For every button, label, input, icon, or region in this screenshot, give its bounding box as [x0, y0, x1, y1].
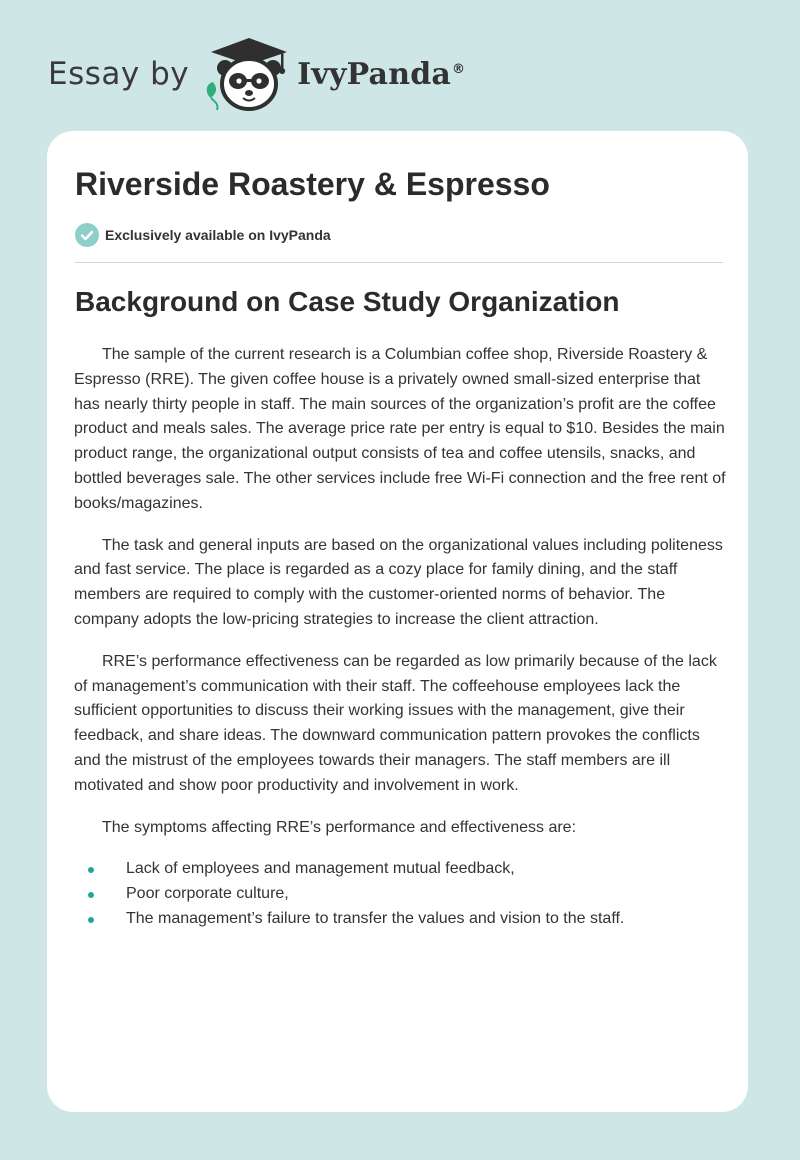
list-item — [74, 857, 726, 882]
bullet-dot-icon — [88, 867, 94, 873]
list-item-text: Poor corporate culture, — [126, 885, 289, 903]
paragraph-2: The task and general inputs are based on the organizational values including politeness and fast service. The place is regarded as a cozy place for family dining, and the staff members are required to comply with the customer-oriented norms of behavior. The company adopts the low-pricing strategies to increase the client attraction. — [74, 536, 723, 628]
exclusive-badge — [75, 223, 331, 247]
list-item-text: Lack of employees and management mutual feedback, — [126, 860, 515, 878]
list-item-text: The management’s failure to transfer the values and vision to the staff. — [126, 909, 625, 927]
bullet-dot-icon — [88, 917, 94, 923]
check-circle-icon — [75, 223, 99, 247]
bullet-dot-icon — [88, 892, 94, 898]
essay-body — [74, 343, 726, 932]
brand-header — [48, 34, 465, 114]
brand-name[interactable]: IvyPanda® — [297, 56, 466, 92]
section-heading: Background on Case Study Organization — [75, 286, 620, 317]
symptoms-list — [74, 857, 726, 931]
brand-prefix: Essay by — [48, 56, 190, 92]
essay-card — [47, 131, 748, 1112]
panda-logo-icon[interactable] — [203, 36, 295, 112]
paragraph-1: The sample of the current research is a Columbian coffee shop, Riverside Roastery & Espresso (RRE). The given coffee house is a privately owned small-sized enterprise that has nearly thirty people in staff. The main sources of the organization’s profit are the coffee product and meals sales. The average price rate per entry is equal to $10. Besides the main product range, the organizational output consists of tea and coffee utensils, snacks, and bottled beverages sale. The other services include free Wi-Fi connection and the free rent of books/magazines. — [74, 346, 726, 512]
paragraph-4: The symptoms affecting RRE’s performance and effectiveness are: — [102, 818, 577, 836]
registered-mark: ® — [452, 61, 466, 77]
essay-title: Riverside Roastery & Espresso — [75, 166, 550, 202]
title-divider — [75, 262, 723, 263]
list-item — [74, 907, 726, 932]
list-item — [74, 882, 726, 907]
paragraph-3: RRE’s performance effectiveness can be regarded as low primarily because of the lack of management’s communication with their staff. The coffeehouse employees lack the sufficient opportunities to discuss their working issues with the management, give their feedback, and share ideas. The downward communication pattern provokes the conflicts and the mistrust of the employees towards their managers. The staff members are ill motivated and show poor productivity and involvement in work. — [74, 652, 717, 794]
exclusive-label: Exclusively available on IvyPanda — [105, 227, 331, 243]
